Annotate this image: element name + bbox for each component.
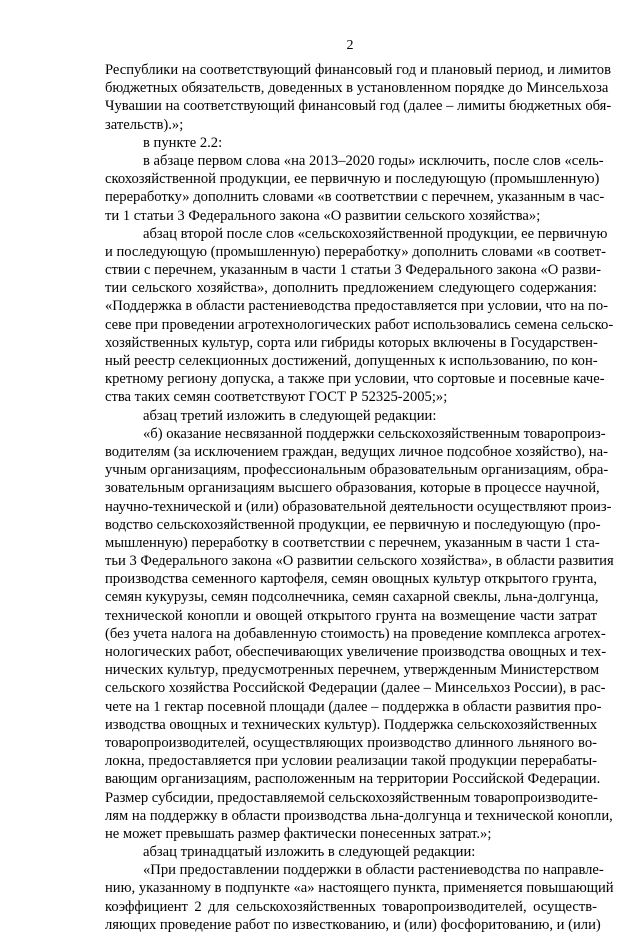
text-line: нических культур, предусмотренных перечнем, утвержденным Министерством: [105, 662, 600, 679]
text-line: технической конопли и овощей открытого грунта на возмещение части затрат: [105, 607, 597, 624]
text-line: водство сельскохозяйственной продукции, ее первичную и последующую (про-: [105, 516, 601, 533]
text-line: абзац третий изложить в следующей редакции:: [143, 407, 437, 424]
text-line: ства таких семян соответствуют ГОСТ Р 52325-2005;»;: [105, 389, 448, 406]
text-line: и последующую (промышленную) переработку» дополнить словами «в соответ-: [105, 243, 607, 260]
text-line: изводства овощных и технических культур). Поддержка сельскохозяйственных: [105, 716, 598, 733]
text-line: тьи 3 Федерального закона «О развитии сельского хозяйства», в области развития: [105, 553, 614, 570]
text-line: нию, указанному в подпункте «а» настоящего пункта, применяется повышающий: [105, 880, 614, 897]
text-line: абзац второй после слов «сельскохозяйственной продукции, ее первичную: [143, 225, 608, 242]
text-line: товаропроизводителей, осуществляющих производство длинного льняного во-: [105, 734, 597, 751]
text-line: лям на поддержку в области производства льна-долгунца и технической конопли,: [105, 807, 613, 824]
text-line: скохозяйственной продукции, ее первичную и последующую (промышленную): [105, 171, 600, 188]
text-line: бюджетных обязательств, доведенных в установленном порядке до Минсельхоза: [105, 80, 609, 97]
text-line: Размер субсидии, предоставляемой сельскохозяйственным товаропроизводите-: [105, 789, 598, 806]
text-line: Чувашии на соответствующий финансовый год (далее – лимиты бюджетных обя-: [105, 98, 612, 115]
page-number: 2: [346, 38, 354, 53]
text-line: нологических работ, обеспечивающих увеличение производства овощных и тех-: [105, 644, 607, 660]
text-line: тии сельского хозяйства», дополнить предложением следующего содержания:: [105, 280, 597, 297]
text-line: чете на 1 гектар посевной площади (далее – поддержка в области развития про-: [105, 698, 602, 715]
document-text: [105, 61, 614, 934]
text-line: «б) оказание несвязанной поддержки сельскохозяйственным товаропроиз-: [143, 425, 606, 442]
text-line: ти 1 статьи 3 Федерального закона «О развитии сельского хозяйства»;: [105, 207, 541, 224]
text-line: переработку» дополнить словами «в соответствии с перечнем, указанным в час-: [105, 189, 605, 206]
text-line: учным организациям, профессиональным образовательным организациям, обра-: [105, 462, 609, 479]
text-line: кретному региону допуска, а также при условии, что сортовые и посевные каче-: [105, 371, 605, 388]
text-line: научно-технической и (или) образовательной деятельности осуществляют произ-: [105, 498, 612, 515]
text-line: в абзаце первом слова «на 2013–2020 годы» исключить, после слов «сель-: [143, 152, 604, 169]
text-line: мышленную) переработку в соответствии с перечнем, указанным в части 1 ста-: [105, 534, 600, 551]
text-line: зовательным организациям высшего образования, которые в процессе научной,: [105, 480, 600, 497]
text-line: в пункте 2.2:: [143, 134, 223, 151]
text-line: вающим организациям, расположенным на территории Российской Федерации.: [105, 771, 601, 788]
text-line: «При предоставлении поддержки в области растениеводства по направле-: [143, 862, 604, 879]
text-line: севе при проведении агротехнологических работ использовались семена сельско-: [105, 316, 614, 333]
text-line: коэффициент 2 для сельскохозяйственных товаропроизводителей, осуществ-: [105, 898, 597, 915]
text-line: ствии с перечнем, указанным в части 1 статьи 3 Федерального закона «О разви-: [105, 262, 602, 279]
text-line: семян кукурузы, семян подсолнечника, семян сахарной свеклы, льна-долгунца,: [105, 589, 599, 606]
text-line: (без учета налога на добавленную стоимость) на проведение комплекса агротех-: [105, 625, 606, 642]
text-line: производства семенного картофеля, семян овощных культур открытого грунта,: [105, 571, 597, 588]
text-line: «Поддержка в области растениеводства предоставляется при условии, что на по-: [105, 298, 609, 315]
text-line: сельского хозяйства Российской Федерации (далее – Минсельхоз России), в рас-: [105, 680, 606, 697]
text-line: абзац тринадцатый изложить в следующей редакции:: [143, 844, 476, 861]
text-line: водителям (за исключением граждан, ведущих личное подсобное хозяйство), на-: [105, 443, 608, 460]
text-line: не может превышать размер фактически понесенных затрат.»;: [105, 825, 492, 842]
text-line: ляющих проведение работ по известкованию, и (или) фосфоритованию, и (или): [105, 916, 601, 933]
text-line: ный реестр селекционных достижений, допущенных к использованию, по кон-: [105, 353, 598, 369]
text-line: Республики на соответствующий финансовый год и плановый период, и лимитов: [105, 62, 611, 78]
text-line: зательств).»;: [105, 116, 184, 133]
text-line: хозяйственных культур, сорта или гибриды которых включены в Государствен-: [105, 334, 598, 351]
text-line: локна, предоставляется при условии реализации такой продукции перерабаты-: [105, 753, 597, 770]
